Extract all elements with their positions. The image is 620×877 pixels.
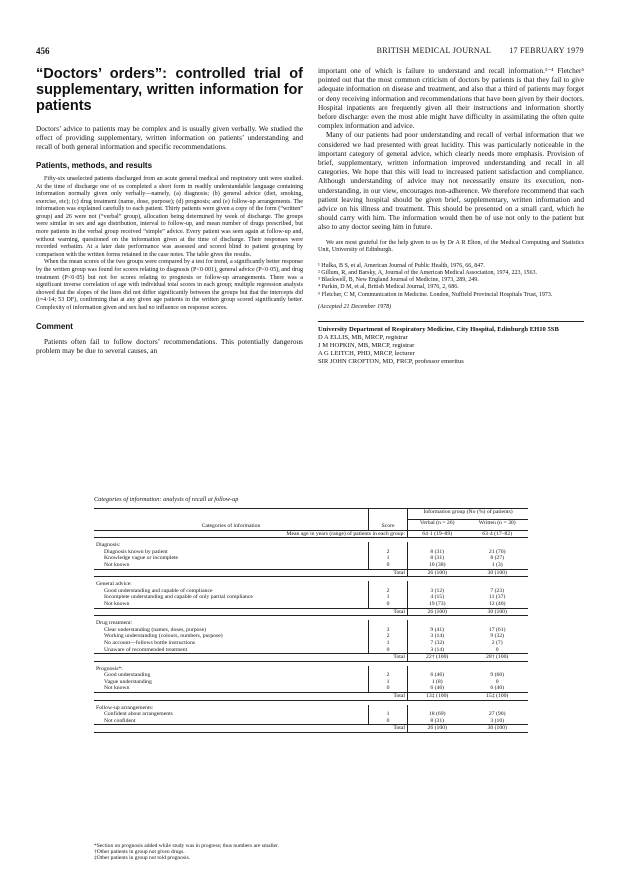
row-written: 27 (90) <box>488 711 506 718</box>
row-label: Unaware of recommended treatment <box>104 646 188 653</box>
col-header-score: Score <box>369 509 408 531</box>
table-row <box>94 601 528 608</box>
reference-item: ³ Blackwell, B, New England Journal of Medicine, 1973, 289, 249. <box>318 277 479 284</box>
page-number: 456 <box>36 46 50 56</box>
total-label: Total <box>94 608 408 616</box>
row-label: Clear understanding (names, doses, purpose) <box>104 626 207 633</box>
total-label: Total <box>94 725 408 733</box>
row-score: 0 <box>369 647 408 654</box>
methods-paragraph-2: When the mean scores of the two groups were compared by a test for trend, a significantly better response by the written group was found for scores relating to diagnosis (P<0·001), general advice (P<0·05), and drug treatment (P<0·05) but not for scores relating to prognosis or follow-up arrangements. There was a significant inverse correlation of age with individual total scores in each group; multiple regression analysis showed that the slopes of the lines did not differ significantly between the groups but that the intercepts did (t=4·14; 53 DF), confirming that at any given age patients in the written group scored significantly better. Complexity of information given and sex had no influence on response scores. <box>36 259 303 311</box>
department: University Department of Respiratory Medicine, City Hospital, Edinburgh EH10 5SB <box>318 326 559 334</box>
row-label: Not confident <box>104 717 136 724</box>
reference-item: ⁵ Fletcher, C M, Communication in Medicine. London, Nuffield Provincial Hospitals Trust, 1973. <box>318 291 553 298</box>
results-table <box>94 508 528 733</box>
table-note: *Section on prognosis added while study was in progress; thus numbers are smaller. <box>94 843 279 849</box>
total-label: Total <box>94 569 408 577</box>
row-label: Confident about arrangements <box>104 711 173 718</box>
table-notes <box>94 843 279 862</box>
reference-item: ⁴ Parkin, D M, et al, British Medical Journal, 1976, 2, 686. <box>318 284 459 291</box>
table-row <box>94 672 528 679</box>
total-label: Total <box>94 693 408 701</box>
table-row <box>94 640 528 647</box>
row-label: No account—follows bottle instructions <box>104 639 196 646</box>
score-cell <box>369 705 408 712</box>
section-title: Drug treatment: <box>96 620 133 627</box>
table-row <box>94 679 528 686</box>
verbal-cell <box>408 581 467 588</box>
row-score: 1 <box>369 640 408 647</box>
journal-line <box>377 46 584 55</box>
table-note: ‡Other patients in group not told prognosis. <box>94 855 191 862</box>
section-title-row <box>94 542 528 549</box>
row-label: Good understanding <box>104 672 151 679</box>
page-header <box>36 46 584 58</box>
total-verbal: 26 (100) <box>408 608 467 616</box>
total-written: 28† (100) <box>466 654 528 662</box>
age-label: Mean age in years (range) of patients in each group: <box>286 530 405 537</box>
section-title-row <box>94 666 528 673</box>
reference-item: ² Gillum, R, and Barsky, A, Journal of the American Medical Association, 1974, 223, 1563. <box>318 270 538 277</box>
author-line: D A ELLIS, MB, MRCP, registrar <box>318 334 408 342</box>
row-label: Working understanding (colours, numbers, purpose) <box>104 633 223 640</box>
row-label: Good understanding and capable of compliance <box>104 587 213 594</box>
row-score: 3 <box>369 627 408 634</box>
table-row <box>94 549 528 556</box>
row-verbal: 7 (32) <box>408 640 467 647</box>
row-written: 21 (70) <box>488 548 506 555</box>
author-line: SIR JOHN CROFTON, MD, FRCP, professor emeritus <box>318 358 464 366</box>
table-caption: Categories of information: analysis of recall at follow-up <box>94 496 239 503</box>
row-written: 3 (10) <box>490 717 505 724</box>
total-written: 15‡ (100) <box>466 693 528 701</box>
row-label: Incomplete understanding and capable of only partial compliance <box>104 594 253 601</box>
row-verbal: 3 (14) <box>408 633 467 640</box>
row-label: Diagnosis known by patient <box>104 548 168 555</box>
row-score: 2 <box>369 672 408 679</box>
total-verbal: 26 (100) <box>408 569 467 577</box>
row-verbal: 6 (46) <box>408 672 467 679</box>
age-written: 63·4 (17–82) <box>482 530 513 537</box>
right-paragraph-1: important one of which is failure to understand and recall information.¹⁻⁴ Fletcher⁵ pointed out that the most common criticism of doctors by patients is that they fail to give adequate information on disease and treatment, and also that a third of patients may forget or deny receiving information and recommendations that have been given by their doctors. Hospital inpatients are frequently given all their instructions and information shortly before discharge: even the most able might have difficulty in assimilating the often quite complex information and advice. <box>318 66 584 131</box>
row-written: 7 (23) <box>490 587 505 594</box>
row-written: 9 (32) <box>490 633 505 640</box>
section-title: Diagnosis: <box>96 542 121 549</box>
row-written: 17 (61) <box>488 626 506 633</box>
row-score: 2 <box>369 549 408 556</box>
table-row <box>94 562 528 569</box>
total-verbal: 13‡ (100) <box>408 693 467 701</box>
left-column <box>36 66 303 355</box>
section-title: Prognosis*: <box>96 665 123 672</box>
article-title: “Doctors’ orders”: controlled trial of supplementary, written information for patients <box>36 66 303 114</box>
table-row <box>94 647 528 654</box>
row-verbal: 18 (69) <box>408 711 467 718</box>
row-score: 0 <box>369 685 408 692</box>
score-cell <box>369 620 408 627</box>
total-written: 30 (100) <box>466 569 528 577</box>
table-row <box>94 718 528 725</box>
verbal-cell <box>408 542 467 549</box>
row-score: 1 <box>369 711 408 718</box>
right-paragraph-2: Many of our patients had poor understanding and recall of verbal information that we considered we had presented with great lucidity. This was particularly noticeable in the important category of general advice, which clearly needs more emphasis. Provision of brief, supplementary, written information improved understanding and recall in all categories. We hope that this will lead to increased patient satisfaction and compliance. Although understanding of advice may not necessarily ensure its execution, non-understanding, in our view, encourages non-adherence. We therefore recommend that each patient leaving hospital should be given brief, supplementary, written information and advice on his illness and treatment. This should be presented on a small card, which he should carry with him. The information would then be of use not only to the patient but also to any doctor seeing him in future. <box>318 130 584 232</box>
total-row <box>94 569 528 577</box>
row-score: 0 <box>369 562 408 569</box>
total-row <box>94 608 528 616</box>
total-written: 30 (100) <box>466 725 528 733</box>
row-label: Not known <box>104 561 130 568</box>
col-header-categories: Categories of information <box>201 523 261 529</box>
references <box>318 263 584 299</box>
comment-heading: Comment <box>36 321 73 331</box>
verbal-cell <box>408 620 467 627</box>
table-body <box>94 538 528 733</box>
author-line: A G LEITCH, PHD, MRCP, lecturer <box>318 350 415 358</box>
section-title-row <box>94 581 528 588</box>
total-row <box>94 654 528 662</box>
row-verbal: 8 (31) <box>408 549 467 556</box>
row-label: Not known <box>104 685 130 692</box>
right-column <box>318 66 584 366</box>
total-verbal: 26 (100) <box>408 725 467 733</box>
row-score: 1 <box>369 555 408 562</box>
written-cell <box>466 620 528 627</box>
row-written: 2 (7) <box>491 639 503 646</box>
journal-name: BRITISH MEDICAL JOURNAL <box>376 46 492 55</box>
table-row <box>94 711 528 718</box>
row-written: 0 <box>495 678 499 685</box>
row-written: 9 (60) <box>490 672 505 679</box>
row-score: 2 <box>369 588 408 595</box>
col-header-verbal: Verbal (n = 26) <box>408 519 467 530</box>
row-written: 0 <box>495 646 499 653</box>
methods-heading: Patients, methods, and results <box>36 160 153 170</box>
acknowledgement: We are most grateful for the help given to us by Dr A R Elton, of the Medical Computing and Statistics Unit, University of Edinburgh. <box>318 239 584 254</box>
written-cell <box>466 581 528 588</box>
row-label: Knowledge vague or incomplete <box>104 555 179 562</box>
row-verbal: 1 (8) <box>408 679 467 686</box>
written-cell <box>466 542 528 549</box>
total-row <box>94 725 528 733</box>
score-cell <box>369 581 408 588</box>
issue-date: 17 FEBRUARY 1979 <box>509 46 584 55</box>
row-verbal: 3 (12) <box>408 588 467 595</box>
total-verbal: 22† (100) <box>408 654 467 662</box>
row-written: 6 (40) <box>490 685 505 692</box>
methods-paragraph-1: Fifty-six unselected patients discharged from an acute general medical and respiratory unit were studied. At the time of discharge one of us completed a short form in readily understandable language containing information normally given only verbally—namely, (a) diagnosis; (b) general advice (diet, smoking, exercise, etc); (c) drug treatment (name, dose, purpose); (d) prognosis; and (e) follow-up arrangements. The information was explained carefully to each patient. Thirty patients were given a copy of the form (“written” group) and 26 were not (“verbal” group), allocation being determined by week of discharge. The groups were similar in sex and age distribution, interval to follow-up, and mean number of drugs prescribed, but more patients in the verbal group received “simple” advice. Every patient was seen again at follow-up and, without warning, questioned on the information given at the time of discharge. Their responses were recorded verbatim. At a later date performance was assessed and scored blind to patient grouping by comparison with the written forms retained in the case notes. The table gives the results. <box>36 175 303 258</box>
row-score: 1 <box>369 594 408 601</box>
reference-item: ¹ Hulka, B S, et al, American Journal of Public Health, 1976, 66, 847. <box>318 262 485 269</box>
score-cell <box>369 666 408 673</box>
row-verbal: 8 (31) <box>408 555 467 562</box>
table-row <box>94 633 528 640</box>
row-verbal: 4 (15) <box>408 594 467 601</box>
table-note: †Other patients in group not given drugs. <box>94 849 185 856</box>
total-row <box>94 693 528 701</box>
col-header-group: Information group (No (%) of patients) <box>408 509 529 520</box>
row-label: Vague understanding <box>104 678 152 685</box>
row-score: 0 <box>369 718 408 725</box>
row-score: 2 <box>369 633 408 640</box>
row-verbal: 9 (41) <box>408 627 467 634</box>
row-label: Not known <box>104 600 130 607</box>
row-verbal: 8 (31) <box>408 718 467 725</box>
affiliation <box>318 321 584 366</box>
table-row <box>94 555 528 562</box>
row-score: 1 <box>369 679 408 686</box>
section-title: General advice: <box>96 581 132 588</box>
row-verbal: 3 (14) <box>408 647 467 654</box>
row-verbal: 10 (38) <box>408 562 467 569</box>
table-row <box>94 594 528 601</box>
table-row <box>94 685 528 692</box>
total-label: Total <box>94 654 408 662</box>
age-verbal: 64·1 (19–89) <box>408 530 467 538</box>
section-title-row <box>94 620 528 627</box>
row-written: 12 (40) <box>488 600 506 607</box>
row-verbal: 6 (46) <box>408 685 467 692</box>
row-written: 11 (37) <box>489 594 506 601</box>
section-title: Follow-up arrangements: <box>96 704 154 711</box>
total-written: 30 (100) <box>466 608 528 616</box>
comment-paragraph: Patients often fail to follow doctors’ recommendations. This potentially dangerous problem may be due to several causes, an <box>36 336 303 356</box>
abstract: Doctors’ advice to patients may be complex and is usually given verbally. We studied the effect of providing supplementary, written information on patients’ understanding and recall of both general information and specific recommendations. <box>36 124 303 152</box>
row-written: 8 (27) <box>490 555 505 562</box>
row-written: 1 (3) <box>491 561 503 568</box>
score-cell <box>369 542 408 549</box>
accepted-date: (Accepted 21 December 1978) <box>318 303 392 310</box>
row-score: 0 <box>369 601 408 608</box>
row-verbal: 19 (73) <box>408 601 467 608</box>
col-header-written: Written (n = 30) <box>478 519 516 526</box>
author-line: J M HOPKIN, MB, MRCP, registrar <box>318 342 415 350</box>
